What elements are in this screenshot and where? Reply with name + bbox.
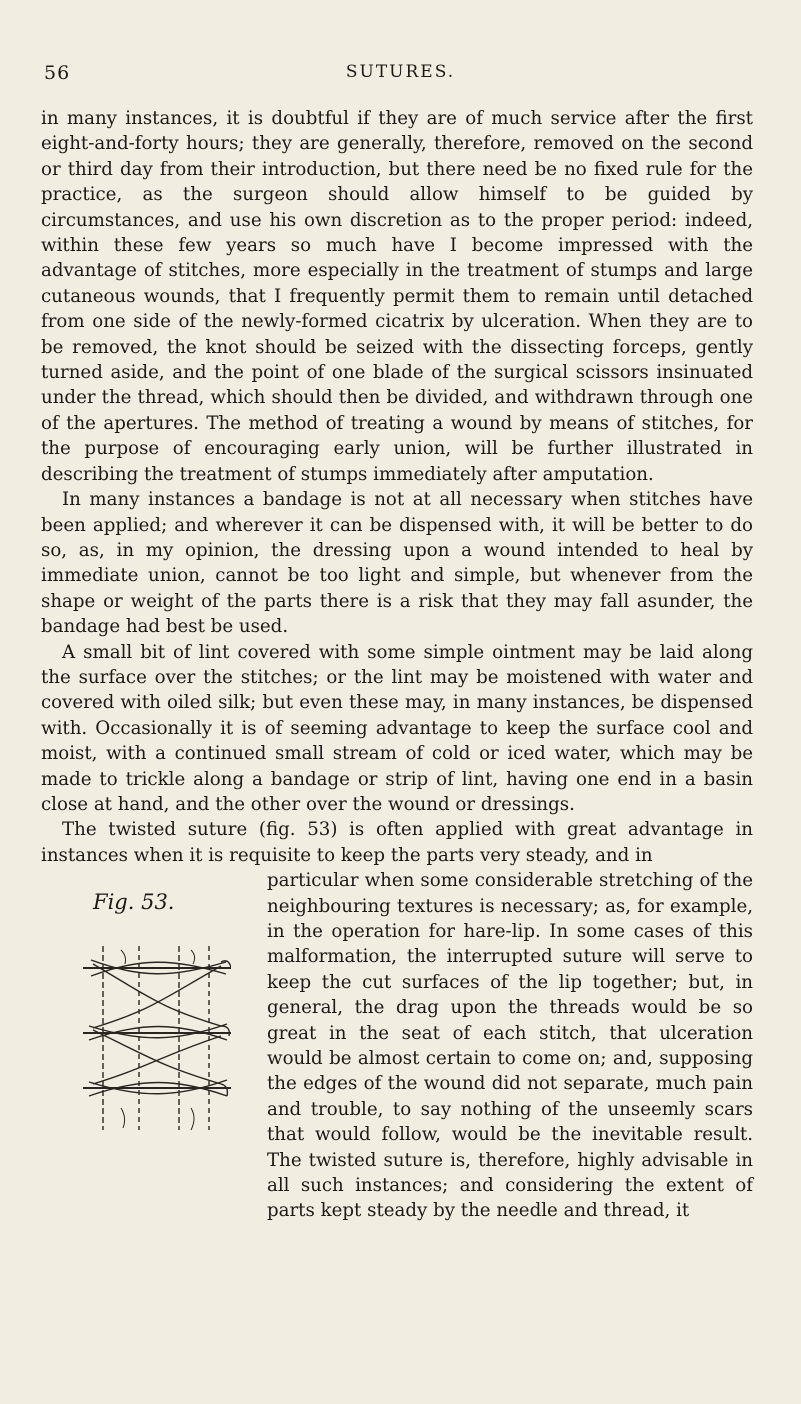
paragraph-3: A small bit of lint covered with some simple ointment may be laid along the surface over the stitches; or the lint may be moistened with water and covered with oiled silk; but even these may, in many instances, be dispensed with. Occasionally it is of seeming advantage to keep the surface cool and moist, with a continued small stream of cold or iced water, which may be made to trickle along a bandage or strip of lint, having one end in a basin close at hand, and the other over the wound or dressings. [41,641,753,815]
body-text [41,106,753,1232]
running-title: SUTURES. [345,62,456,82]
paragraph-4: The twisted suture (fig. 53) is often applied with great advantage in instances when it is requisite to keep the parts very steady, and in [41,819,753,866]
figure-caption: Fig. 53. [93,890,175,915]
figure-53 [41,878,259,1228]
page-number: 56 [44,62,71,84]
twisted-suture-illustration [81,938,231,1138]
paragraph-2: In many instances a bandage is not at all necessary when stitches have been applied; and wherever it can be dispensed with, it will be better to do so, as, in my opinion, the dressing upon a wound intended to heal by immediate union, cannot be too light and simple, but whenever from the shape or weight of the parts there is a risk that they may fall asunder, the bandage had best be used. [41,489,753,638]
page-header [0,62,801,92]
paragraph-1: in many instances, it is doubtful if they are of much service after the first eight-and-forty hours; they are generally, therefore, removed on the second or third day from their introduction, but there need be no fixed rule for the practice, as the surgeon should allow himself to be guided by circumstances, and use his own discretion as to the proper period: indeed, within these few years so much have I become impressed with the advantage of stitches, more especially in the treatment of stumps and large cutaneous wounds, that I frequently permit them to remain until detached from one side of the newly-formed cicatrix by ulceration. When they are to be removed, the knot should be seized with the dissecting forceps, gently turned aside, and the point of one blade of the surgical scissors insinuated under the thread, which should then be divided, and withdrawn through one of the apertures. The method of treating a wound by means of stitches, for the purpose of encouraging early union, will be further illustrated in describing the treatment of stumps immediately after amputation. [41,108,753,485]
paragraph-5: particular when some considerable stretching of the neighbouring textures is necessary; as, for example, in the operation for hare-lip. In some cases of this malformation, the interrupted suture will serve to keep the cut surfaces of the lip together; but, in general, the drag upon the threads would be so great in the seat of each stitch, that ulceration would be almost certain to come on; and, supposing the edges of the wound did not separate, much pain and trouble, to say nothing of the unseemly scars that would follow, would be the inevitable result. The twisted suture is, therefore, highly advisable in all such instances; and considering the extent of parts kept steady by the needle and thread, it [267,870,753,1222]
